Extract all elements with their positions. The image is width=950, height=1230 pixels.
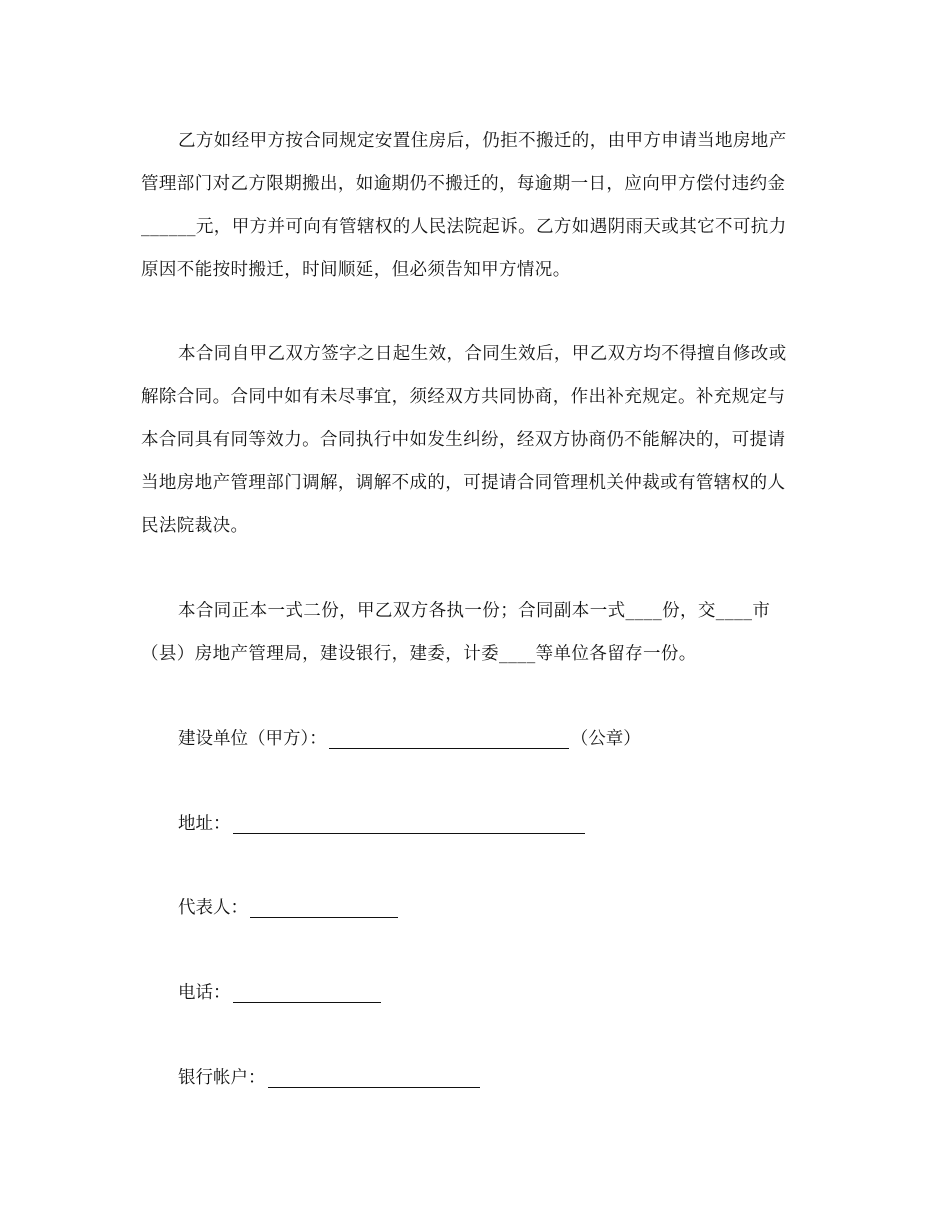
address-field <box>178 811 587 837</box>
paragraph-copies <box>141 590 813 676</box>
representative-field <box>178 895 400 921</box>
paragraph-line: （县）房地产管理局，建设银行，建委，计委____等单位各留存一份。 <box>141 644 697 664</box>
builder-label: 建设单位（甲方）： <box>178 729 327 749</box>
seal-label: （公章） <box>570 729 641 749</box>
paragraph-line: 民法院裁决。 <box>141 516 249 536</box>
paragraph-line: ______元，甲方并可向有管辖权的人民法院起诉。乙方如遇阴雨天或其它不可抗力 <box>141 217 787 237</box>
paragraph-line: 原因不能按时搬迁，时间顺延，但必须告知甲方情况。 <box>141 260 571 280</box>
paragraph-relocation-breach <box>141 120 813 292</box>
paragraph-line: 本合同正本一式二份，甲乙双方各执一份；合同副本一式____份，交____市 <box>178 601 771 621</box>
paragraph-line: 乙方如经甲方按合同规定安置住房后，仍拒不搬迁的，由甲方申请当地房地产 <box>178 131 787 151</box>
builder-field <box>178 726 641 752</box>
paragraph-line: 本合同自甲乙双方签字之日起生效，合同生效后，甲乙双方均不得擅自修改或 <box>178 344 787 364</box>
address-label: 地址： <box>178 814 231 834</box>
phone-label: 电话： <box>178 983 231 1003</box>
bank-account-blank[interactable] <box>268 1067 480 1088</box>
representative-label: 代表人： <box>178 898 248 918</box>
bank-account-field <box>178 1065 482 1091</box>
representative-blank[interactable] <box>250 897 398 918</box>
builder-blank[interactable] <box>329 728 569 749</box>
paragraph-line: 本合同具有同等效力。合同执行中如发生纠纷，经双方协商仍不能解决的，可提请 <box>141 430 786 450</box>
paragraph-line: 解除合同。合同中如有未尽事宜，须经双方共同协商，作出补充规定。补充规定与 <box>141 387 786 407</box>
paragraph-line: 当地房地产管理部门调解，调解不成的，可提请合同管理机关仲裁或有管辖权的人 <box>141 473 786 493</box>
paragraph-effectiveness-disputes <box>141 333 813 548</box>
paragraph-line: 管理部门对乙方限期搬出，如逾期仍不搬迁的，每逾期一日，应向甲方偿付违约金 <box>141 174 786 194</box>
phone-blank[interactable] <box>233 982 381 1003</box>
phone-field <box>178 980 383 1006</box>
bank-account-label: 银行帐户： <box>178 1068 266 1088</box>
address-blank[interactable] <box>233 813 585 834</box>
